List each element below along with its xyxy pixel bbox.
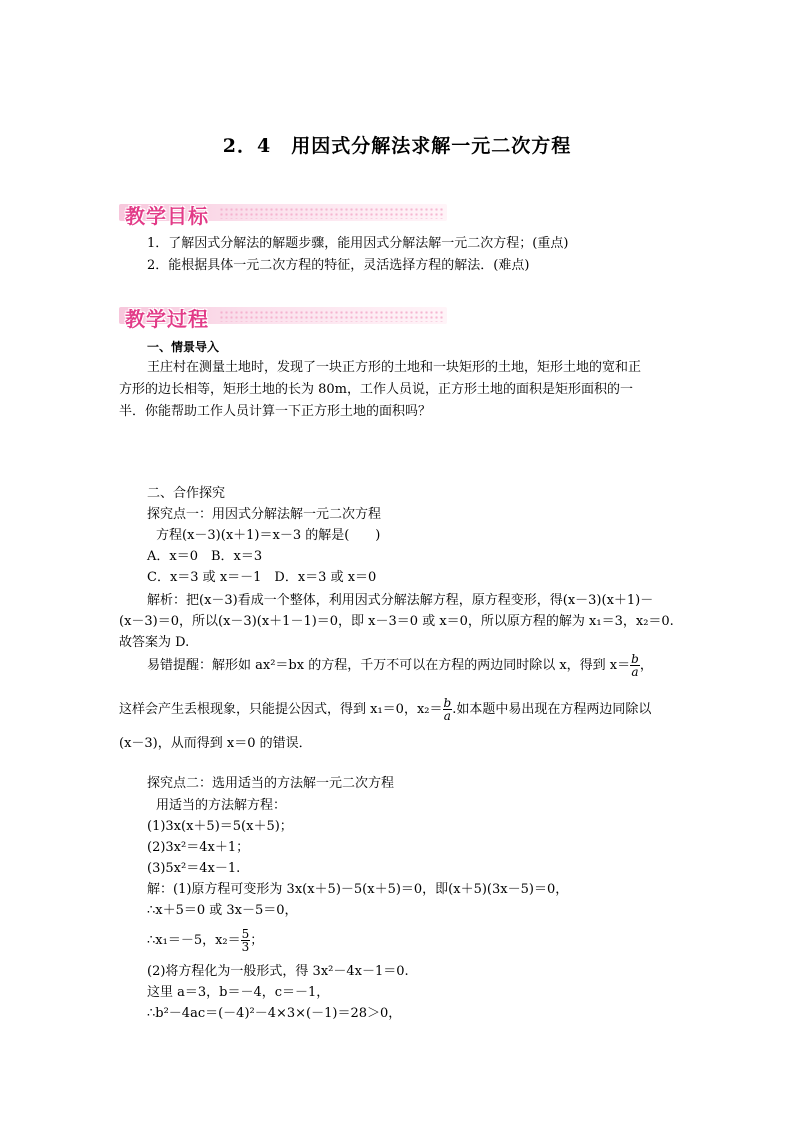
question-text: 方程(x－3)(x＋1)＝x－3 的解是( ) — [156, 528, 381, 543]
analysis-line: 解析：把(x－3)看成一个整体，利用因式分解法解方程，原方程变形，得(x－3)(x＋1)－ — [147, 593, 654, 608]
paragraph-line: 王庄村在测量土地时，发现了一块正方形的土地和一块矩形的土地，矩形土地的宽和正 — [147, 360, 642, 375]
explore-point-title: 探究点一：用因式分解法解一元二次方程 — [147, 507, 382, 522]
goal-item: 2．能根据具体一元二次方程的特征，灵活选择方程的解法．(难点) — [147, 258, 530, 273]
solution-line: 解：(1)原方程可变形为 3x(x＋5)－5(x＋5)＝0，即(x＋5)(3x－5)＝0， — [147, 882, 569, 897]
explore-point-title: 探究点二：选用适当的方法解一元二次方程 — [147, 776, 395, 791]
section-heading: 二、合作探究 — [147, 486, 226, 501]
fraction-b-over-a: $\frac{b}{a}$ — [631, 652, 639, 679]
equation-item: (3)5x²＝4x－1. — [147, 861, 241, 876]
fraction-b-over-a: $\frac{b}{a}$ — [443, 696, 452, 723]
solution-roots: ∴x₁＝－5，x₂＝ $\frac{5}{3}$ ； — [147, 927, 264, 954]
section-heading: 一、情景导入 — [147, 340, 220, 354]
solution-line: (2)将方程化为一般形式，得 3x²－4x－1＝0. — [147, 964, 409, 979]
banner-label: 教学过程 — [125, 307, 209, 331]
paragraph-line: 半．你能帮助工作人员计算一下正方形土地的面积吗？ — [119, 404, 432, 419]
goal-item: 1．了解因式分解法的解题步骤，能用因式分解法解一元二次方程；(重点) — [147, 236, 569, 251]
equation-item: (1)3x(x＋5)＝5(x＋5)； — [147, 819, 293, 834]
warning-line: 易错提醒：解形如 ax²＝bx 的方程，千万不可以在方程的两边同时除以 x，得到 x＝ $\frac{b}{a}$ ， — [147, 652, 653, 679]
solution-line: ∴b²－4ac＝(－4)²－4×3×(－1)＝28＞0， — [147, 1006, 402, 1021]
solution-line: 这里 a＝3，b＝－4，c＝－1， — [147, 985, 330, 1000]
answer-options: A．x＝0 B．x＝3 — [147, 549, 263, 564]
instruction-text: 用适当的方法解方程： — [156, 798, 287, 813]
equation-item: (2)3x²＝4x＋1； — [147, 840, 250, 855]
analysis-line: 故答案为 D. — [119, 635, 190, 650]
section-banner-goals — [119, 201, 447, 228]
page-title: 2．4 用因式分解法求解一元二次方程 — [222, 135, 572, 157]
answer-options: C．x＝3 或 x＝－1 D．x＝3 或 x＝0 — [147, 570, 377, 585]
paragraph-line: 方形的边长相等，矩形土地的长为 80m，工作人员说，正方形土地的面积是矩形面积的一 — [119, 382, 634, 397]
fraction-5-over-3: $\frac{5}{3}$ — [241, 927, 250, 954]
analysis-line: (x－3)＝0，所以(x－3)(x＋1－1)＝0，即 x－3＝0 或 x＝0，所以原方程的解为 x₁＝3，x₂＝0. — [119, 614, 674, 629]
section-banner-process — [119, 304, 447, 331]
warning-line: (x－3)，从而得到 x＝0 的错误． — [119, 736, 312, 751]
solution-line: ∴x＋5＝0 或 3x－5＝0， — [147, 903, 298, 918]
warning-line: 这样会产生丢根现象，只能提公因式，得到 x₁＝0，x₂＝ $\frac{b}{a}$ .如本题中易出现在方程两边同除以 — [119, 696, 652, 723]
banner-label: 教学目标 — [125, 204, 209, 228]
